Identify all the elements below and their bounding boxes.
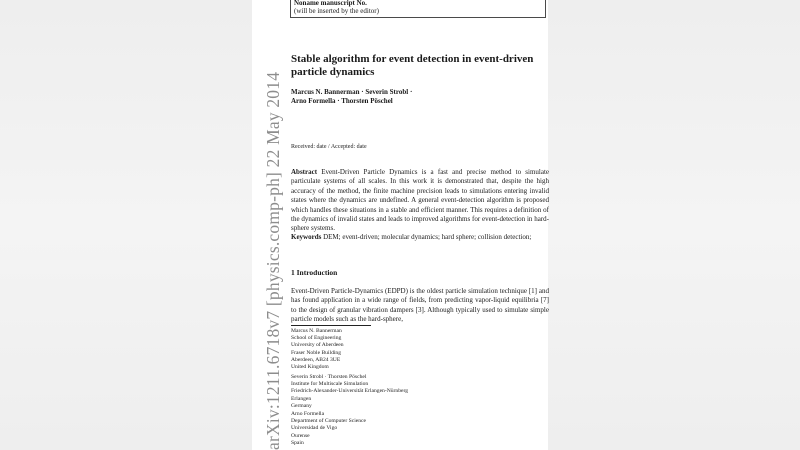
affiliation-name: Marcus N. Bannerman	[291, 328, 342, 334]
affiliation-line: University of Aberdeen	[291, 342, 344, 349]
left-backdrop	[0, 0, 252, 450]
author-list	[291, 88, 546, 106]
manuscript-number-label: Noname manuscript No.	[294, 0, 367, 7]
affiliation-line: Department of Computer Science	[291, 418, 367, 425]
editor-note: (will be inserted by the editor)	[294, 7, 379, 15]
affiliation-block	[291, 328, 344, 371]
author-line-2: Arno Formella · Thorsten Pöschel	[291, 97, 393, 105]
footnote-rule	[291, 325, 371, 326]
affiliation-line: Erlangen	[291, 395, 312, 402]
section-heading-introduction: 1 Introduction	[291, 268, 338, 277]
introduction-paragraph: Event-Driven Particle-Dynamics (EDPD) is the oldest particle simulation technique [1] and has found application in a wide range of fields, from predicting vapor-liquid equilibria [7] to the design of granular vibration dampers [3]. Although typically used to simulate simple particle models such as the hard-sphere,	[291, 287, 549, 324]
keywords	[291, 233, 549, 242]
arxiv-identifier: arXiv:1211.6718v7 [physics.comp-ph] 22 May 2014	[263, 71, 283, 450]
affiliation-line: Fraser Noble Building	[291, 349, 342, 356]
affiliation-line: Universidad de Vigo	[291, 425, 338, 432]
keywords-label: Keywords	[291, 233, 322, 241]
affiliation-line: Germany	[291, 402, 312, 409]
abstract-text: Event-Driven Particle Dynamics is a fast and precise method to simulate particulate systems of all scales. In this work it is demonstrated that, despite the high accuracy of the method, the finite machine precision leads to simulations entering invalid states where the dynamics are undefined. A general event-detection algorithm is proposed which handles these situations in a stable and efficient manner. This requires a definition of the dynamics of invalid states and leads to improved algorithms for event-detection in hard-sphere systems.	[291, 168, 550, 233]
paper-title: Stable algorithm for event detection in event-driven particle dynamics	[291, 53, 534, 78]
affiliation-line: Spain	[291, 439, 304, 446]
affiliation-line: Institute for Multiscale Simulation	[291, 381, 369, 388]
abstract	[291, 168, 549, 234]
abstract-label: Abstract	[291, 168, 318, 176]
manuscript-number-box	[290, 0, 546, 18]
affiliation-line: School of Engineering	[291, 335, 342, 342]
right-backdrop	[548, 0, 800, 450]
affiliation-line: Friedrich-Alexander-Universität Erlangen-Nürnberg	[291, 388, 409, 395]
affiliation-block	[291, 411, 366, 447]
affiliation-name: Arno Formella	[291, 411, 325, 417]
affiliation-line: Aberdeen, AB24 3UE	[291, 356, 341, 363]
affiliation-block	[291, 374, 408, 410]
received-date: Received: date / Accepted: date	[291, 144, 367, 150]
author-line-1: Marcus N. Bannerman · Severin Strobl ·	[291, 88, 413, 96]
affiliation-line: Ourense	[291, 432, 310, 439]
affiliation-line: United Kingdom	[291, 364, 329, 371]
affiliation-name: Severin Strobl · Thorsten Pöschel	[291, 374, 367, 380]
keywords-text: DEM; event-driven; molecular dynamics; hard sphere; collision detection;	[323, 233, 532, 241]
